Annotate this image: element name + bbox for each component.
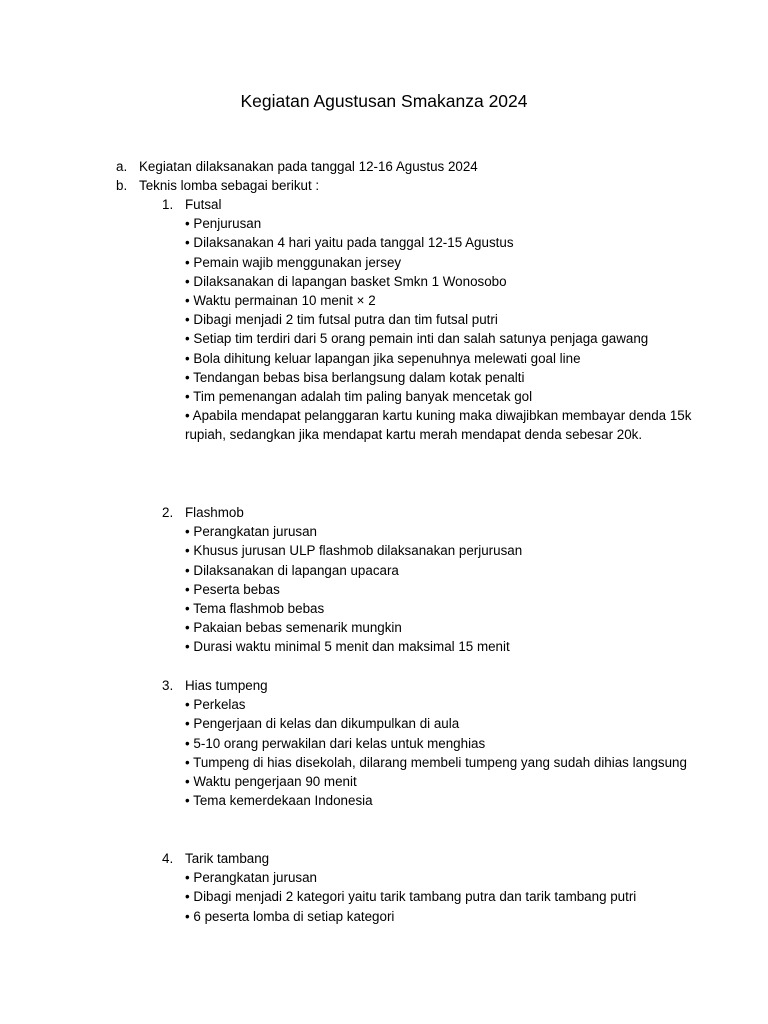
section-heading <box>162 195 702 214</box>
section-name: Tarik tambang <box>185 851 270 866</box>
section-heading <box>162 676 702 695</box>
section-futsal <box>162 195 702 445</box>
section-flashmob <box>162 503 702 657</box>
list-item: • Pakaian bebas semenarik mungkin <box>185 620 402 636</box>
list-item: • Tema flashmob bebas <box>185 601 325 617</box>
list-item: • Perkelas <box>185 697 246 713</box>
list-item: • 5-10 orang perwakilan dari kelas untuk menghias <box>185 735 486 751</box>
list-item: • Dibagi menjadi 2 kategori yaitu tarik tambang putra dan tarik tambang putri <box>185 889 637 905</box>
section-name: Futsal <box>185 197 222 212</box>
list-item: • Dilaksanakan di lapangan basket Smkn 1 Wonosobo <box>185 273 507 289</box>
section-name: Hias tumpeng <box>185 678 268 693</box>
section-number: 1. <box>162 197 174 212</box>
section-number: 2. <box>162 505 174 520</box>
section-number: 4. <box>162 851 174 866</box>
list-item: • Perangkatan jurusan <box>185 870 317 886</box>
list-item: • Pengerjaan di kelas dan dikumpulkan di aula <box>185 716 460 732</box>
list-item: • Peserta bebas <box>185 581 280 597</box>
list-item: • Dibagi menjadi 2 tim futsal putra dan tim futsal putri <box>185 312 498 328</box>
list-item: • Apabila mendapat pelanggaran kartu kuning maka diwajibkan membayar denda 15k rupiah, sedangkan jika mendapat kartu merah mendapat denda sebesar 20k. <box>185 408 692 443</box>
intro-item-a-text: Kegiatan dilaksanakan pada tanggal 12-16 Agustus 2024 <box>139 159 478 174</box>
list-item: • Dilaksanakan di lapangan upacara <box>185 562 399 578</box>
section-bullet-list <box>162 214 702 444</box>
section-tarik-tambang <box>162 849 702 926</box>
list-item: • Durasi waktu minimal 5 menit dan maksimal 15 menit <box>185 639 510 655</box>
section-number: 3. <box>162 678 174 693</box>
document-title: Kegiatan Agustusan Smakanza 2024 <box>240 91 528 111</box>
list-item: • Dilaksanakan 4 hari yaitu pada tanggal 12-15 Agustus <box>185 235 514 251</box>
list-item: • Khusus jurusan ULP flashmob dilaksanakan perjurusan <box>185 543 523 559</box>
list-item: • Setiap tim terdiri dari 5 orang pemain inti dan salah satunya penjaga gawang <box>185 331 649 347</box>
list-item: • Waktu pengerjaan 90 menit <box>185 774 357 790</box>
section-name: Flashmob <box>185 505 244 520</box>
list-item: • Penjurusan <box>185 216 262 232</box>
list-item: • Pemain wajib menggunakan jersey <box>185 254 402 270</box>
intro-item-a-label: a. <box>116 159 128 174</box>
intro-item-b <box>116 176 319 195</box>
list-item: • Tema kemerdekaan Indonesia <box>185 793 373 809</box>
section-bullet-list <box>162 868 702 926</box>
list-item: • Tendangan bebas bisa berlangsung dalam kotak penalti <box>185 369 525 385</box>
section-bullet-list <box>162 695 702 810</box>
list-item: • 6 peserta lomba di setiap kategori <box>185 908 395 924</box>
intro-item-a <box>116 157 478 176</box>
list-item: • Perangkatan jurusan <box>185 524 317 540</box>
list-item: • Tumpeng di hias disekolah, dilarang membeli tumpeng yang sudah dihias langsung <box>185 754 687 770</box>
list-item: • Bola dihitung keluar lapangan jika sepenuhnya melewati goal line <box>185 350 581 366</box>
intro-item-b-text: Teknis lomba sebagai berikut : <box>139 178 320 193</box>
section-heading <box>162 849 702 868</box>
list-item: • Tim pemenangan adalah tim paling banyak mencetak gol <box>185 389 533 405</box>
section-hias-tumpeng <box>162 676 702 810</box>
intro-item-b-label: b. <box>116 178 128 193</box>
section-bullet-list <box>162 522 702 656</box>
section-heading <box>162 503 702 522</box>
list-item: • Waktu permainan 10 menit × 2 <box>185 293 376 309</box>
